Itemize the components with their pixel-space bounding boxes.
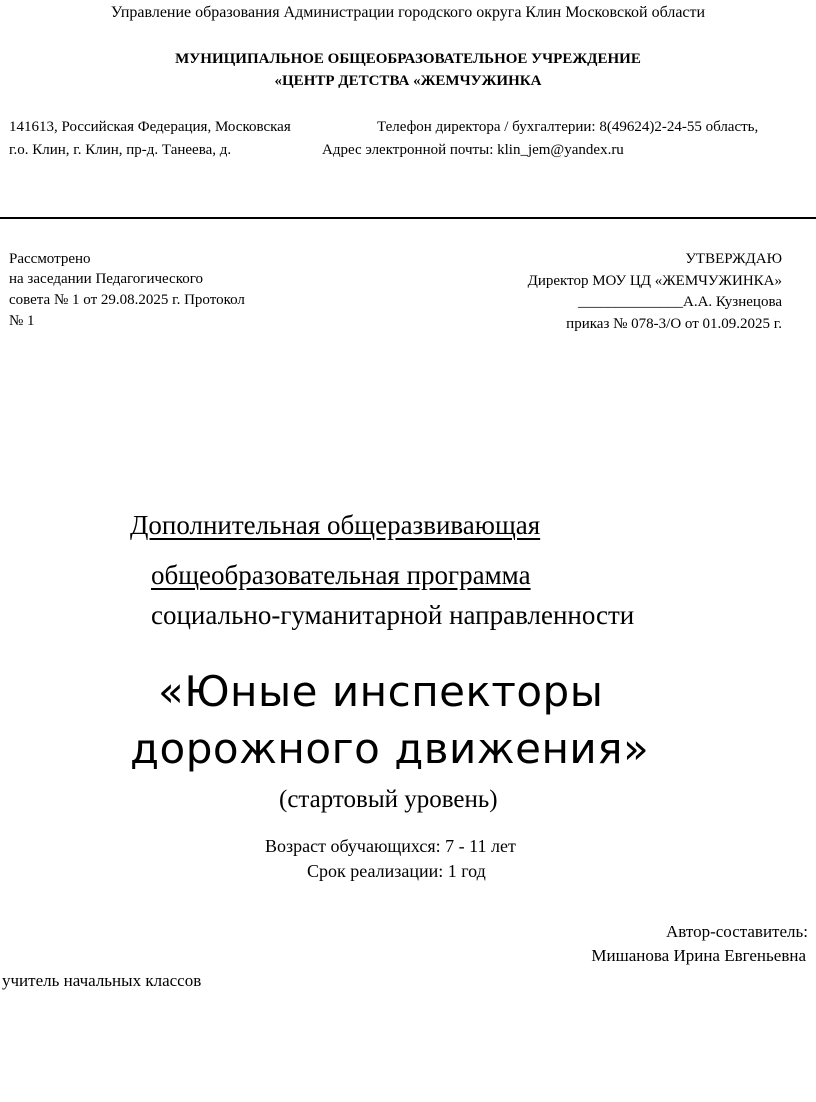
- director-name: А.А. Кузнецова: [683, 294, 782, 310]
- program-title-line1: «Юные инспекторы: [158, 667, 604, 716]
- institution-name-line1: МУНИЦИПАЛЬНОЕ ОБЩЕОБРАЗОВАТЕЛЬНОЕ УЧРЕЖДЕНИЕ: [175, 51, 641, 67]
- signature-blank: ______________: [578, 294, 684, 310]
- program-level: (стартовый уровень): [279, 786, 498, 813]
- program-direction: социально-гуманитарной направленности: [151, 600, 635, 630]
- program-type-line2: общеобразовательная программа: [151, 560, 531, 590]
- approved-line2: Директор МОУ ЦД «ЖЕМЧУЖИНКА»: [527, 273, 782, 289]
- author-name: Мишанова Ирина Евгеньевна: [591, 946, 806, 965]
- approved-line1: УТВЕРЖДАЮ: [685, 251, 782, 267]
- author-label: Автор-составитель:: [665, 922, 808, 941]
- address-line2: г.о. Клин, г. Клин, пр-д. Танеева, д.: [9, 142, 232, 158]
- implementation-period: Срок реализации: 1 год: [307, 861, 486, 881]
- email-line: Адрес электронной почты: klin_jem@yandex.ru: [322, 142, 624, 158]
- program-type-line1: Дополнительная общеразвивающая: [130, 510, 541, 540]
- director-signature-line: [578, 291, 782, 313]
- student-age: Возраст обучающихся: 7 - 11 лет: [265, 836, 516, 856]
- approval-order: приказ № 078-3/О от 01.09.2025 г.: [566, 316, 782, 332]
- author-position: учитель начальных классов: [2, 971, 202, 990]
- considered-line1: Рассмотрено: [9, 251, 91, 267]
- address-line1: 141613, Российская Федерация, Московская: [9, 119, 291, 135]
- institution-name-line2: «ЦЕНТР ДЕТСТВА «ЖЕМЧУЖИНКА: [274, 73, 542, 89]
- considered-line4: № 1: [9, 313, 35, 329]
- administration-heading: Управление образования Администрации городского округа Клин Московской области: [110, 4, 706, 21]
- considered-line3: совета № 1 от 29.08.2025 г. Протокол: [9, 292, 245, 308]
- considered-line2: на заседании Педагогического: [9, 271, 204, 287]
- program-title-line2: дорожного движения»: [130, 724, 650, 773]
- phone-line: Телефон директора / бухгалтерии: 8(49624)2-24-55 область,: [377, 119, 759, 135]
- header-divider: [0, 217, 816, 219]
